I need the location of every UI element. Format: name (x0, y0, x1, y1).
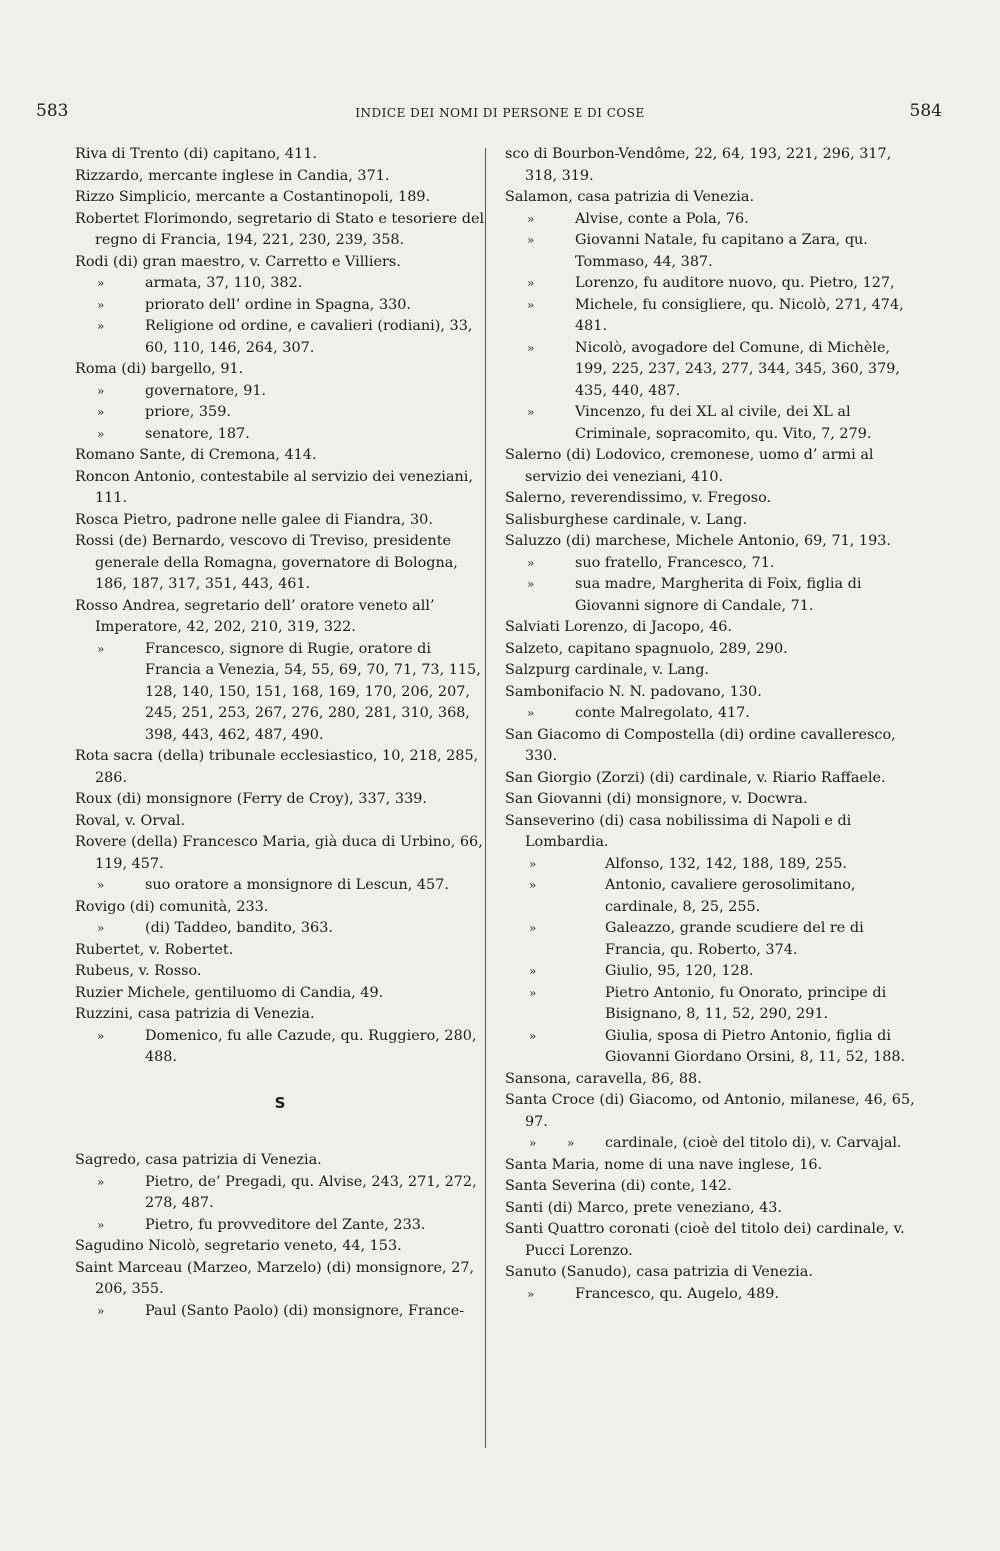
index-entry (75, 166, 485, 188)
entry-text: Ruzzini, casa patrizia di Venezia. (75, 1006, 315, 1022)
ditto-mark: » (529, 985, 537, 1000)
index-entry (75, 144, 485, 166)
index-subentry (75, 1215, 485, 1237)
entry-text: Rovere (della) Francesco Maria, già duca di Urbino, 66, 119, 457. (75, 834, 483, 872)
index-entry (505, 1155, 923, 1177)
entry-text: Sanseverino (di) casa nobilissima di Napoli e di Lombardia. (505, 812, 852, 850)
entry-text: Santi (di) Marco, prete veneziano, 43. (505, 1199, 782, 1216)
index-entry-continuation (505, 144, 923, 187)
ditto-mark: » (97, 405, 105, 419)
index-subentry (75, 639, 485, 747)
ditto-mark: » (529, 878, 537, 892)
ditto-mark: » (97, 276, 105, 290)
ditto-mark: » (97, 641, 105, 656)
index-entry (505, 488, 923, 510)
index-subentry (75, 381, 485, 403)
ditto-mark: » (527, 706, 535, 720)
entry-text: S (274, 1093, 286, 1112)
index-entry (505, 531, 923, 553)
entry-text: Salamon, casa patrizia di Venezia. (505, 189, 755, 205)
index-subentry (75, 424, 485, 446)
ditto-mark: » (97, 921, 105, 935)
index-subentry (75, 295, 485, 317)
ditto-mark: » (527, 555, 535, 570)
index-column-left (75, 144, 485, 1322)
index-entry (75, 510, 485, 532)
entry-text: Michele, fu consigliere, qu. Nicolò, 271, 474, 481. (575, 296, 904, 334)
entry-text: Rovigo (di) comunità, 233. (75, 898, 269, 915)
entry-text: priore, 359. (145, 404, 231, 420)
ditto-mark: » (527, 211, 535, 226)
ditto-mark: » (97, 1174, 105, 1189)
index-entry (75, 359, 485, 381)
index-column-right (505, 144, 923, 1305)
column-divider (485, 148, 486, 1448)
index-subentry (75, 875, 485, 897)
index-entry (75, 1004, 485, 1026)
index-entry (75, 832, 485, 875)
index-entry (505, 789, 923, 811)
entry-text: Sagudino Nicolò, segretario veneto, 44, 153. (75, 1238, 402, 1254)
index-entry (505, 1198, 923, 1220)
index-entry (505, 617, 923, 639)
index-entry (75, 983, 485, 1005)
index-entry (505, 811, 923, 854)
ditto-mark: » (97, 1217, 105, 1232)
ditto-mark: » (527, 340, 535, 355)
entry-text: Giulio, 95, 120, 128. (605, 963, 754, 979)
index-subentry (505, 854, 923, 876)
section-letter (75, 1093, 485, 1115)
entry-text: San Giovanni (di) monsignore, v. Docwra. (505, 791, 808, 807)
entry-text: Francesco, signore di Rugie, oratore di Francia a Venezia, 54, 55, 69, 70, 71, 73, 115, 128, 140, 150, 151, 168, 169, 170, 206, 207, 245, 251, 253, 267, 276, 280, 281, 310, 368, 398, 443, 462, 487, 490. (145, 640, 481, 743)
index-subentry (505, 1133, 923, 1155)
index-entry (505, 682, 923, 704)
page-number-left: 583 (36, 101, 69, 121)
entry-text: senatore, 187. (145, 425, 250, 442)
entry-text: Rosca Pietro, padrone nelle galee di Fiandra, 30. (75, 511, 433, 528)
ditto-mark: » (97, 1028, 105, 1043)
index-entry (75, 1150, 485, 1172)
index-entry (75, 746, 485, 789)
index-entry (75, 445, 485, 467)
entry-text: cardinale, (cioè del titolo di), v. Carvajal. (605, 1135, 902, 1151)
index-subentry (75, 316, 485, 359)
entry-text: sco di Bourbon-Vendôme, 22, 64, 193, 221, 296, 317, 318, 319. (505, 146, 892, 184)
ditto-mark: » (527, 276, 535, 290)
index-entry (75, 811, 485, 833)
index-subentry (505, 1284, 923, 1306)
entry-text: Roncon Antonio, contestabile al servizio dei veneziani, 111. (75, 468, 473, 506)
entry-text: (di) Taddeo, bandito, 363. (145, 920, 333, 936)
entry-text: Roux (di) monsignore (Ferry de Croy), 337, 339. (75, 791, 427, 807)
entry-text: Riva di Trento (di) capitano, 411. (75, 146, 317, 162)
entry-text: Paul (Santo Paolo) (di) monsignore, France- (145, 1302, 465, 1319)
entry-text: conte Malregolato, 417. (575, 705, 750, 721)
entry-text: Alfonso, 132, 142, 188, 189, 255. (605, 855, 847, 872)
entry-text: Salviati Lorenzo, di Jacopo, 46. (505, 619, 732, 635)
entry-text: Sagredo, casa patrizia di Venezia. (75, 1152, 322, 1168)
index-subentry (75, 1301, 485, 1323)
index-subentry (505, 402, 923, 445)
entry-text: Nicolò, avogadore del Comune, di Michèle, 199, 225, 237, 243, 277, 344, 345, 360, 379, 435, 440, 487. (575, 339, 900, 399)
entry-text: armata, 37, 110, 382. (145, 275, 303, 291)
entry-text: Rosso Andrea, segretario dell’ oratore veneto all’ Imperatore, 42, 202, 210, 319, 322. (75, 597, 435, 635)
index-subentry (75, 1026, 485, 1069)
index-entry (505, 768, 923, 790)
entry-text: Giovanni Natale, fu capitano a Zara, qu. Tommaso, 44, 387. (575, 232, 868, 270)
entry-text: Pietro, de’ Pregadi, qu. Alvise, 243, 271, 272, 278, 487. (145, 1173, 477, 1211)
index-entry (75, 187, 485, 209)
entry-text: Pietro, fu provveditore del Zante, 233. (145, 1216, 426, 1233)
entry-text: Salerno (di) Lodovico, cremonese, uomo d’ armi al servizio dei veneziani, 410. (505, 447, 874, 485)
entry-text: Saint Marceau (Marzeo, Marzelo) (di) monsignore, 27, 206, 355. (75, 1259, 475, 1297)
index-subentry (505, 983, 923, 1026)
ditto-mark: » (529, 964, 537, 978)
entry-text: Sambonifacio N. N. padovano, 130. (505, 683, 762, 700)
index-subentry (505, 209, 923, 231)
entry-text: Rubertet, v. Robertet. (75, 941, 234, 958)
entry-text: Vincenzo, fu dei XL al civile, dei XL al Criminale, sopracomito, qu. Vito, 7, 279. (575, 404, 872, 442)
ditto-mark: » (527, 405, 535, 419)
entry-text: Salerno, reverendissimo, v. Fregoso. (505, 490, 772, 506)
index-entry (75, 897, 485, 919)
entry-text: suo oratore a monsignore di Lescun, 457. (145, 877, 449, 893)
index-subentry (505, 918, 923, 961)
ditto-mark: » (529, 1136, 537, 1150)
ditto-mark: » (529, 1028, 537, 1043)
index-subentry (75, 1172, 485, 1215)
entry-text: sua madre, Margherita di Foix, figlia di Giovanni signore di Candale, 71. (575, 576, 862, 614)
entry-text: Pietro Antonio, fu Onorato, principe di Bisignano, 8, 11, 52, 290, 291. (605, 984, 887, 1022)
index-subentry (505, 553, 923, 575)
index-entry (75, 467, 485, 510)
index-entry (505, 1176, 923, 1198)
ditto-mark: » (97, 426, 105, 441)
index-subentry (75, 918, 485, 940)
index-subentry (505, 273, 923, 295)
index-entry (505, 1069, 923, 1091)
entry-text: Domenico, fu alle Cazude, qu. Ruggiero, 280, 488. (145, 1027, 477, 1065)
ditto-mark: » (567, 1136, 575, 1150)
index-entry (505, 1090, 923, 1133)
entry-text: Salzpurg cardinale, v. Lang. (505, 662, 709, 678)
index-entry (505, 510, 923, 532)
index-entry (505, 445, 923, 488)
entry-text: Francesco, qu. Augelo, 489. (575, 1285, 780, 1302)
entry-text: Saluzzo (di) marchese, Michele Antonio, 69, 71, 193. (505, 533, 891, 549)
index-subentry (505, 574, 923, 617)
entry-text: Rizzo Simplicio, mercante a Costantinopoli, 189. (75, 189, 431, 205)
index-subentry (505, 230, 923, 273)
entry-text: Roma (di) bargello, 91. (75, 361, 244, 377)
entry-text: Rodi (di) gran maestro, v. Carretto e Villiers. (75, 253, 401, 270)
ditto-mark: » (529, 856, 537, 871)
entry-text: San Giorgio (Zorzi) (di) cardinale, v. Riario Raffaele. (505, 769, 886, 786)
index-subentry (505, 338, 923, 403)
entry-text: Santa Croce (di) Giacomo, od Antonio, milanese, 46, 65, 97. (505, 1092, 915, 1130)
index-entry (75, 1258, 485, 1301)
entry-text: Ruzier Michele, gentiluomo di Candia, 49. (75, 984, 384, 1001)
ditto-mark: » (527, 1286, 535, 1301)
entry-text: Santa Maria, nome di una nave inglese, 16. (505, 1156, 823, 1173)
entry-text: Alvise, conte a Pola, 76. (575, 210, 749, 227)
entry-text: Sanuto (Sanudo), casa patrizia di Venezia. (505, 1264, 813, 1280)
index-entry (75, 209, 485, 252)
entry-text: Rizzardo, mercante inglese in Candia, 371. (75, 167, 390, 184)
ditto-mark: » (97, 1303, 105, 1318)
entry-text: Santi Quattro coronati (cioè del titolo dei) cardinale, v. Pucci Lorenzo. (505, 1221, 905, 1259)
ditto-mark: » (97, 383, 105, 398)
entry-text: Salisburghese cardinale, v. Lang. (505, 511, 748, 528)
index-entry (505, 660, 923, 682)
entry-text: priorato dell’ ordine in Spagna, 330. (145, 296, 411, 313)
index-subentry (505, 295, 923, 338)
index-subentry (505, 875, 923, 918)
running-header-title: INDICE DEI NOMI DI PERSONE E DI COSE (355, 106, 645, 120)
index-entry (75, 252, 485, 274)
index-entry (75, 789, 485, 811)
ditto-mark: » (97, 319, 105, 333)
index-entry (505, 639, 923, 661)
index-subentry (75, 402, 485, 424)
ditto-mark: » (97, 297, 105, 312)
entry-text: Galeazzo, grande scudiere del re di Francia, qu. Roberto, 374. (605, 920, 864, 958)
ditto-mark: » (527, 297, 535, 312)
index-entry (505, 1219, 923, 1262)
index-subentry (505, 703, 923, 725)
entry-text: San Giacomo di Compostella (di) ordine cavalleresco, 330. (505, 726, 896, 764)
entry-text: governatore, 91. (145, 382, 267, 399)
page-number-right: 584 (909, 101, 942, 121)
entry-text: suo fratello, Francesco, 71. (575, 554, 775, 571)
index-entry (75, 961, 485, 983)
index-subentry (505, 961, 923, 983)
entry-text: Rossi (de) Bernardo, vescovo di Treviso, presidente generale della Romagna, governatore di Bologna, 186, 187, 317, 351, 443, 461. (75, 533, 458, 592)
entry-text: Romano Sante, di Cremona, 414. (75, 447, 317, 463)
ditto-mark: » (97, 878, 105, 892)
entry-text: Lorenzo, fu auditore nuovo, qu. Pietro, 127, (575, 275, 895, 291)
index-entry (75, 531, 485, 596)
entry-text: Robertet Florimondo, segretario di Stato e tesoriere del regno di Francia, 194, 221, 230, 239, 358. (75, 210, 485, 248)
entry-text: Giulia, sposa di Pietro Antonio, figlia di Giovanni Giordano Orsini, 8, 11, 52, 188. (605, 1027, 906, 1065)
index-entry (505, 187, 923, 209)
entry-text: Rota sacra (della) tribunale ecclesiastico, 10, 218, 285, 286. (75, 748, 479, 786)
entry-text: Santa Severina (di) conte, 142. (505, 1178, 732, 1194)
ditto-mark: » (527, 233, 535, 247)
index-subentry (75, 273, 485, 295)
entry-text: Antonio, cavaliere gerosolimitano, cardinale, 8, 25, 255. (605, 877, 856, 915)
entry-text: Rubeus, v. Rosso. (75, 963, 202, 979)
entry-text: Roval, v. Orval. (75, 812, 186, 829)
index-subentry (505, 1026, 923, 1069)
entry-text: Salzeto, capitano spagnuolo, 289, 290. (505, 640, 788, 657)
index-entry (75, 940, 485, 962)
entry-text: Religione od ordine, e cavalieri (rodiani), 33, 60, 110, 146, 264, 307. (145, 318, 473, 356)
ditto-mark: » (527, 577, 535, 591)
index-entry (505, 725, 923, 768)
ditto-mark: » (529, 921, 537, 935)
index-entry (75, 1236, 485, 1258)
index-entry (505, 1262, 923, 1284)
index-entry (75, 596, 485, 639)
entry-text: Sansona, caravella, 86, 88. (505, 1070, 702, 1087)
